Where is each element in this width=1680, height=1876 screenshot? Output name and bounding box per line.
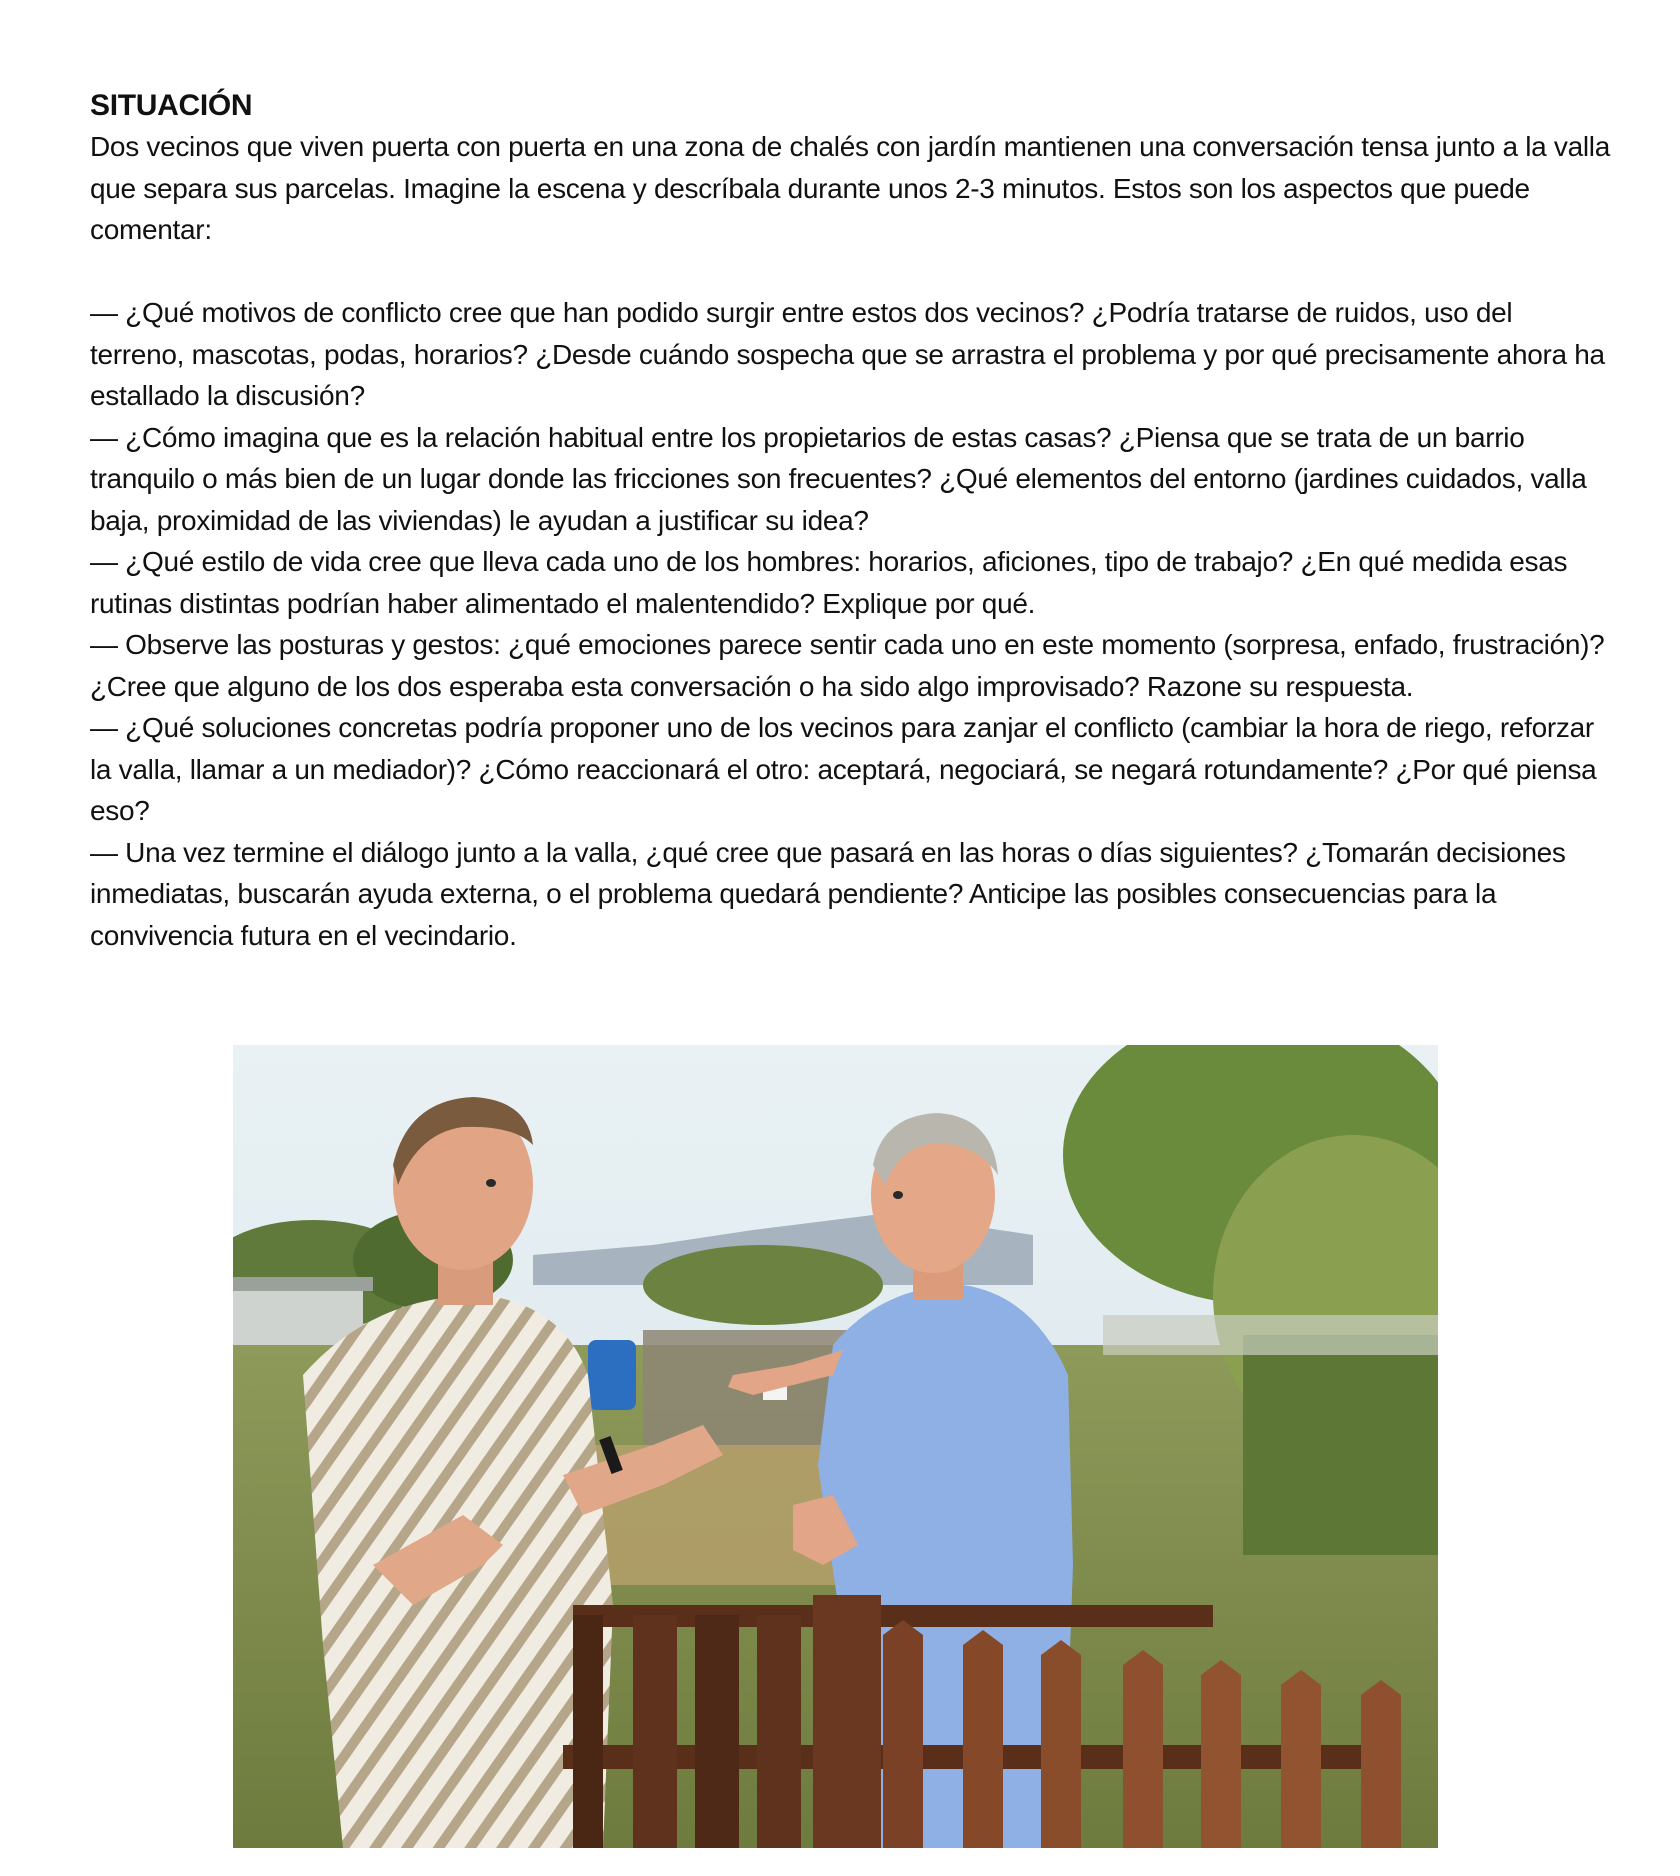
garden-plants — [1243, 1335, 1438, 1555]
section-heading: SITUACIÓN — [90, 89, 253, 122]
water-barrel — [588, 1340, 636, 1410]
tree-cluster — [643, 1245, 883, 1325]
pergola — [1103, 1315, 1438, 1355]
neighbors-photo — [233, 1045, 1438, 1848]
neighbors-illustration — [233, 1045, 1438, 1848]
prompt-item: — Una vez termine el diálogo junto a la valla, ¿qué cree que pasará en las horas o días siguientes? ¿Tomarán decisiones inmediatas, buscarán ayuda externa, o el problema quedará pendiente? Anticipe las posibles consecuencias para la convivencia futura en el vecindario. — [90, 836, 1566, 951]
prompt-list — [90, 292, 1610, 956]
paragraph-gap — [90, 251, 1610, 293]
prompt-item: — ¿Qué estilo de vida cree que lleva cada uno de los hombres: horarios, aficiones, tipo de trabajo? ¿En qué medida esas rutinas distintas podrían haber alimentado el malentendido? Explique por qué. — [90, 546, 1568, 619]
shed-roof — [233, 1277, 373, 1291]
intro-paragraph: Dos vecinos que viven puerta con puerta en una zona de chalés con jardín mantienen una conversación tensa junto a la valla que separa sus parcelas. Imagine la escena y descríbala durante unos 2-3 minutos. Estos son los aspectos que puede comentar: — [90, 131, 1610, 245]
prompt-item: — ¿Cómo imagina que es la relación habitual entre los propietarios de estas casas? ¿Piensa que se trata de un barrio tranquilo o más bien de un lugar donde las fricciones son frecuentes? ¿Qué elementos del entorno (jardines cuidados, valla baja, proximidad de las viviendas) le ayudan a justificar su idea? — [90, 421, 1587, 536]
prompt-item: — ¿Qué soluciones concretas podría proponer uno de los vecinos para zanjar el conflicto (cambiar la hora de riego, reforzar la valla, llamar a un mediador)? ¿Cómo reaccionará el otro: aceptará, negociará, se negará rotundamente? ¿Por qué piensa eso? — [90, 712, 1597, 826]
prompt-item: — Observe las posturas y gestos: ¿qué emociones parece sentir cada uno en este momento (sorpresa, enfado, frustración)? ¿Cree que alguno de los dos esperaba esta conversación o ha sido algo improvisado? Razone su respuesta. — [90, 629, 1605, 702]
exercise-content — [90, 86, 1610, 956]
prompt-item: — ¿Qué motivos de conflicto cree que han podido surgir entre estos dos vecinos? ¿Podría tratarse de ruidos, uso del terreno, mascotas, podas, horarios? ¿Desde cuándo sospecha que se arrastra el problema y por qué precisamente ahora ha estallado la discusión? — [90, 297, 1605, 411]
